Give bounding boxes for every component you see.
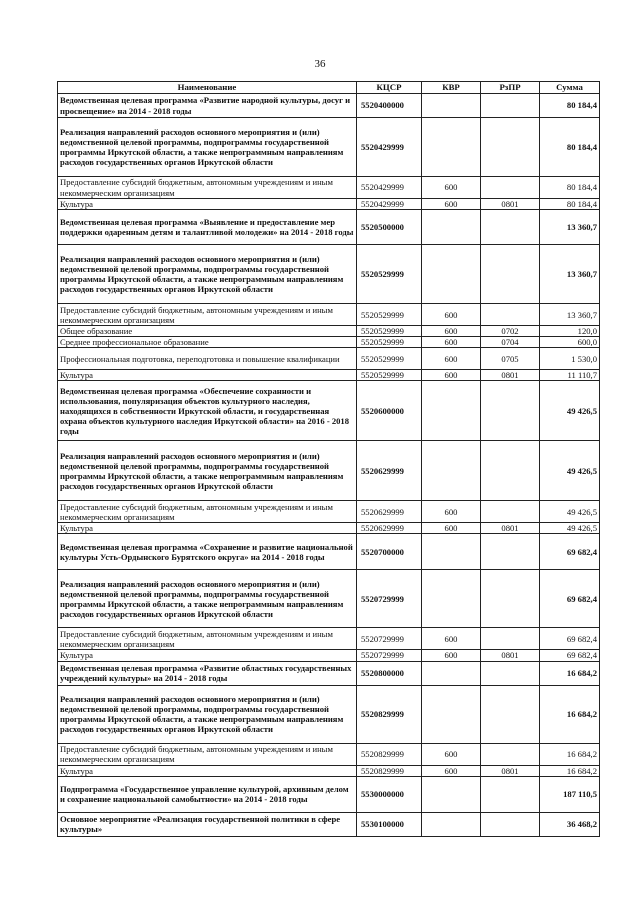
- cell-kvr: [422, 812, 481, 836]
- cell-kcsr: 5520729999: [357, 650, 422, 661]
- cell-rzpr: [481, 661, 540, 685]
- cell-name: Реализация направлений расходов основного мероприятия и (или) ведомственной целевой программы, подпрограммы государственной программы Иркутской области, а также непрограммным направлениям расходов государственных органов Иркутской области: [58, 441, 357, 501]
- cell-kcsr: 5520600000: [357, 381, 422, 441]
- cell-name: Предоставление субсидий бюджетным, автономным учреждениям и иным некоммерческим организациям: [58, 177, 357, 199]
- header-sum: Сумма: [540, 82, 600, 94]
- cell-sum: 11 110,7: [540, 370, 600, 381]
- cell-name: Реализация направлений расходов основного мероприятия и (или) ведомственной целевой программы, подпрограммы государственной программы Иркутской области, а также непрограммным направлениям расходов государственных органов Иркутской области: [58, 118, 357, 177]
- cell-kcsr: 5520700000: [357, 534, 422, 570]
- table-row: [58, 94, 600, 118]
- cell-kcsr: 5520529999: [357, 337, 422, 348]
- cell-rzpr: [481, 245, 540, 304]
- cell-kcsr: 5520529999: [357, 245, 422, 304]
- cell-name: Предоставление субсидий бюджетным, автономным учреждениям и иным некоммерческим организациям: [58, 743, 357, 765]
- header-kcsr: КЦСР: [357, 82, 422, 94]
- cell-rzpr: 0801: [481, 650, 540, 661]
- cell-kvr: [422, 94, 481, 118]
- cell-kvr: 600: [422, 337, 481, 348]
- cell-rzpr: [481, 628, 540, 650]
- cell-rzpr: [481, 685, 540, 743]
- budget-table: [57, 81, 600, 837]
- cell-sum: 69 682,4: [540, 628, 600, 650]
- table-row: [58, 326, 600, 337]
- cell-name: Реализация направлений расходов основного мероприятия и (или) ведомственной целевой программы, подпрограммы государственной программы Иркутской области, а также непрограммным направлениям расходов государственных органов Иркутской области: [58, 570, 357, 628]
- table-row: [58, 245, 600, 304]
- cell-kvr: 600: [422, 177, 481, 199]
- table-body: [58, 94, 600, 837]
- cell-rzpr: [481, 776, 540, 812]
- cell-name: Ведомственная целевая программа «Развитие областных государственных учреждений культуры» на 2014 - 2018 годы: [58, 661, 357, 685]
- cell-sum: 69 682,4: [540, 650, 600, 661]
- cell-kvr: [422, 245, 481, 304]
- cell-sum: 16 684,2: [540, 743, 600, 765]
- cell-name: Предоставление субсидий бюджетным, автономным учреждениям и иным некоммерческим организациям: [58, 501, 357, 523]
- cell-rzpr: [481, 570, 540, 628]
- cell-sum: 49 426,5: [540, 501, 600, 523]
- table-row: [58, 441, 600, 501]
- header-kvr: КВР: [422, 82, 481, 94]
- table-row: [58, 812, 600, 836]
- cell-kcsr: 5520529999: [357, 326, 422, 337]
- cell-kcsr: 5520400000: [357, 94, 422, 118]
- table-row: [58, 348, 600, 370]
- cell-sum: 13 360,7: [540, 210, 600, 245]
- cell-name: Предоставление субсидий бюджетным, автономным учреждениям и иным некоммерческим организациям: [58, 304, 357, 326]
- cell-kvr: [422, 210, 481, 245]
- cell-sum: 69 682,4: [540, 534, 600, 570]
- cell-name: Культура: [58, 650, 357, 661]
- cell-rzpr: 0801: [481, 523, 540, 534]
- cell-kcsr: 5520429999: [357, 118, 422, 177]
- cell-rzpr: 0801: [481, 199, 540, 210]
- table-row: [58, 685, 600, 743]
- table-row: [58, 765, 600, 776]
- cell-name: Общее образование: [58, 326, 357, 337]
- cell-kcsr: 5520529999: [357, 348, 422, 370]
- cell-sum: 16 684,2: [540, 661, 600, 685]
- cell-kcsr: 5520829999: [357, 765, 422, 776]
- table-row: [58, 177, 600, 199]
- cell-name: Культура: [58, 370, 357, 381]
- cell-kvr: 600: [422, 628, 481, 650]
- table-row: [58, 304, 600, 326]
- cell-rzpr: [481, 118, 540, 177]
- cell-rzpr: [481, 501, 540, 523]
- cell-rzpr: [481, 94, 540, 118]
- cell-kcsr: 5520629999: [357, 501, 422, 523]
- table-row: [58, 337, 600, 348]
- cell-kvr: 600: [422, 199, 481, 210]
- table-row: [58, 628, 600, 650]
- cell-rzpr: [481, 177, 540, 199]
- cell-kcsr: 5520829999: [357, 685, 422, 743]
- cell-sum: 600,0: [540, 337, 600, 348]
- cell-kvr: [422, 776, 481, 812]
- cell-rzpr: 0704: [481, 337, 540, 348]
- table-row: [58, 199, 600, 210]
- table-row: [58, 743, 600, 765]
- table-row: [58, 118, 600, 177]
- cell-name: Подпрограмма «Государственное управление культурой, архивным делом и сохранение национальной самобытности» на 2014 - 2018 годы: [58, 776, 357, 812]
- table-row: [58, 381, 600, 441]
- cell-sum: 69 682,4: [540, 570, 600, 628]
- cell-name: Среднее профессиональное образование: [58, 337, 357, 348]
- cell-kcsr: 5520629999: [357, 523, 422, 534]
- cell-rzpr: [481, 743, 540, 765]
- cell-sum: 13 360,7: [540, 304, 600, 326]
- cell-rzpr: 0801: [481, 765, 540, 776]
- cell-kvr: 600: [422, 370, 481, 381]
- table-row: [58, 661, 600, 685]
- table-row: [58, 523, 600, 534]
- cell-sum: 13 360,7: [540, 245, 600, 304]
- cell-kvr: [422, 381, 481, 441]
- cell-sum: 16 684,2: [540, 685, 600, 743]
- cell-kvr: [422, 685, 481, 743]
- cell-kvr: [422, 118, 481, 177]
- cell-rzpr: [481, 534, 540, 570]
- table-row: [58, 650, 600, 661]
- cell-rzpr: [481, 441, 540, 501]
- cell-kvr: 600: [422, 326, 481, 337]
- cell-kcsr: 5520429999: [357, 199, 422, 210]
- cell-name: Культура: [58, 765, 357, 776]
- cell-name: Профессиональная подготовка, переподготовка и повышение квалификации: [58, 348, 357, 370]
- table-row: [58, 776, 600, 812]
- cell-kcsr: 5520729999: [357, 570, 422, 628]
- cell-name: Ведомственная целевая программа «Развитие народной культуры, досуг и просвещение» на 2014 - 2018 годы: [58, 94, 357, 118]
- cell-rzpr: [481, 210, 540, 245]
- cell-rzpr: [481, 304, 540, 326]
- cell-rzpr: [481, 812, 540, 836]
- cell-kvr: 600: [422, 743, 481, 765]
- cell-kcsr: 5530100000: [357, 812, 422, 836]
- cell-name: Ведомственная целевая программа «Сохранение и развитие национальной культуры Усть-Ордынского Бурятского округа» на 2014 - 2018 годы: [58, 534, 357, 570]
- cell-kvr: 600: [422, 523, 481, 534]
- cell-kcsr: 5520829999: [357, 743, 422, 765]
- cell-name: Основное мероприятие «Реализация государственной политики в сфере культуры»: [58, 812, 357, 836]
- cell-kvr: 600: [422, 304, 481, 326]
- cell-name: Реализация направлений расходов основного мероприятия и (или) ведомственной целевой программы, подпрограммы государственной программы Иркутской области, а также непрограммным направлениям расходов государственных органов Иркутской области: [58, 245, 357, 304]
- cell-kvr: [422, 570, 481, 628]
- cell-kcsr: 5530000000: [357, 776, 422, 812]
- cell-sum: 187 110,5: [540, 776, 600, 812]
- cell-kcsr: 5520500000: [357, 210, 422, 245]
- cell-name: Культура: [58, 199, 357, 210]
- table-row: [58, 570, 600, 628]
- cell-rzpr: [481, 381, 540, 441]
- cell-kvr: 600: [422, 348, 481, 370]
- header-name: Наименование: [58, 82, 357, 94]
- cell-name: Ведомственная целевая программа «Выявление и предоставление мер поддержки одаренным детям и талантливой молодежи» на 2014 - 2018 годы: [58, 210, 357, 245]
- cell-rzpr: 0705: [481, 348, 540, 370]
- table-header-row: [58, 82, 600, 94]
- header-rzpr: РзПР: [481, 82, 540, 94]
- cell-name: Ведомственная целевая программа «Обеспечение сохранности и использования, популяризация объектов культурного наследия, находящихся в собственности Иркутской области, и государственная охрана объектов культурного наследия Иркутской области» на 2016 - 2018 годы: [58, 381, 357, 441]
- cell-kvr: [422, 441, 481, 501]
- cell-sum: 49 426,5: [540, 381, 600, 441]
- table-row: [58, 534, 600, 570]
- cell-sum: 36 468,2: [540, 812, 600, 836]
- table-row: [58, 370, 600, 381]
- cell-kcsr: 5520800000: [357, 661, 422, 685]
- cell-sum: 80 184,4: [540, 199, 600, 210]
- cell-kcsr: 5520729999: [357, 628, 422, 650]
- table-row: [58, 210, 600, 245]
- cell-rzpr: 0801: [481, 370, 540, 381]
- cell-kvr: 600: [422, 650, 481, 661]
- cell-kvr: 600: [422, 765, 481, 776]
- cell-kcsr: 5520429999: [357, 177, 422, 199]
- cell-kcsr: 5520529999: [357, 304, 422, 326]
- cell-sum: 1 530,0: [540, 348, 600, 370]
- cell-sum: 80 184,4: [540, 118, 600, 177]
- cell-kcsr: 5520629999: [357, 441, 422, 501]
- cell-rzpr: 0702: [481, 326, 540, 337]
- cell-kvr: [422, 534, 481, 570]
- cell-sum: 49 426,5: [540, 441, 600, 501]
- cell-sum: 120,0: [540, 326, 600, 337]
- cell-kvr: 600: [422, 501, 481, 523]
- cell-sum: 49 426,5: [540, 523, 600, 534]
- cell-sum: 80 184,4: [540, 177, 600, 199]
- cell-sum: 80 184,4: [540, 94, 600, 118]
- cell-name: Предоставление субсидий бюджетным, автономным учреждениям и иным некоммерческим организациям: [58, 628, 357, 650]
- cell-sum: 16 684,2: [540, 765, 600, 776]
- cell-name: Реализация направлений расходов основного мероприятия и (или) ведомственной целевой программы, подпрограммы государственной программы Иркутской области, а также непрограммным направлениям расходов государственных органов Иркутской области: [58, 685, 357, 743]
- cell-name: Культура: [58, 523, 357, 534]
- cell-kcsr: 5520529999: [357, 370, 422, 381]
- table-row: [58, 501, 600, 523]
- cell-kvr: [422, 661, 481, 685]
- page-number: 36: [314, 58, 326, 70]
